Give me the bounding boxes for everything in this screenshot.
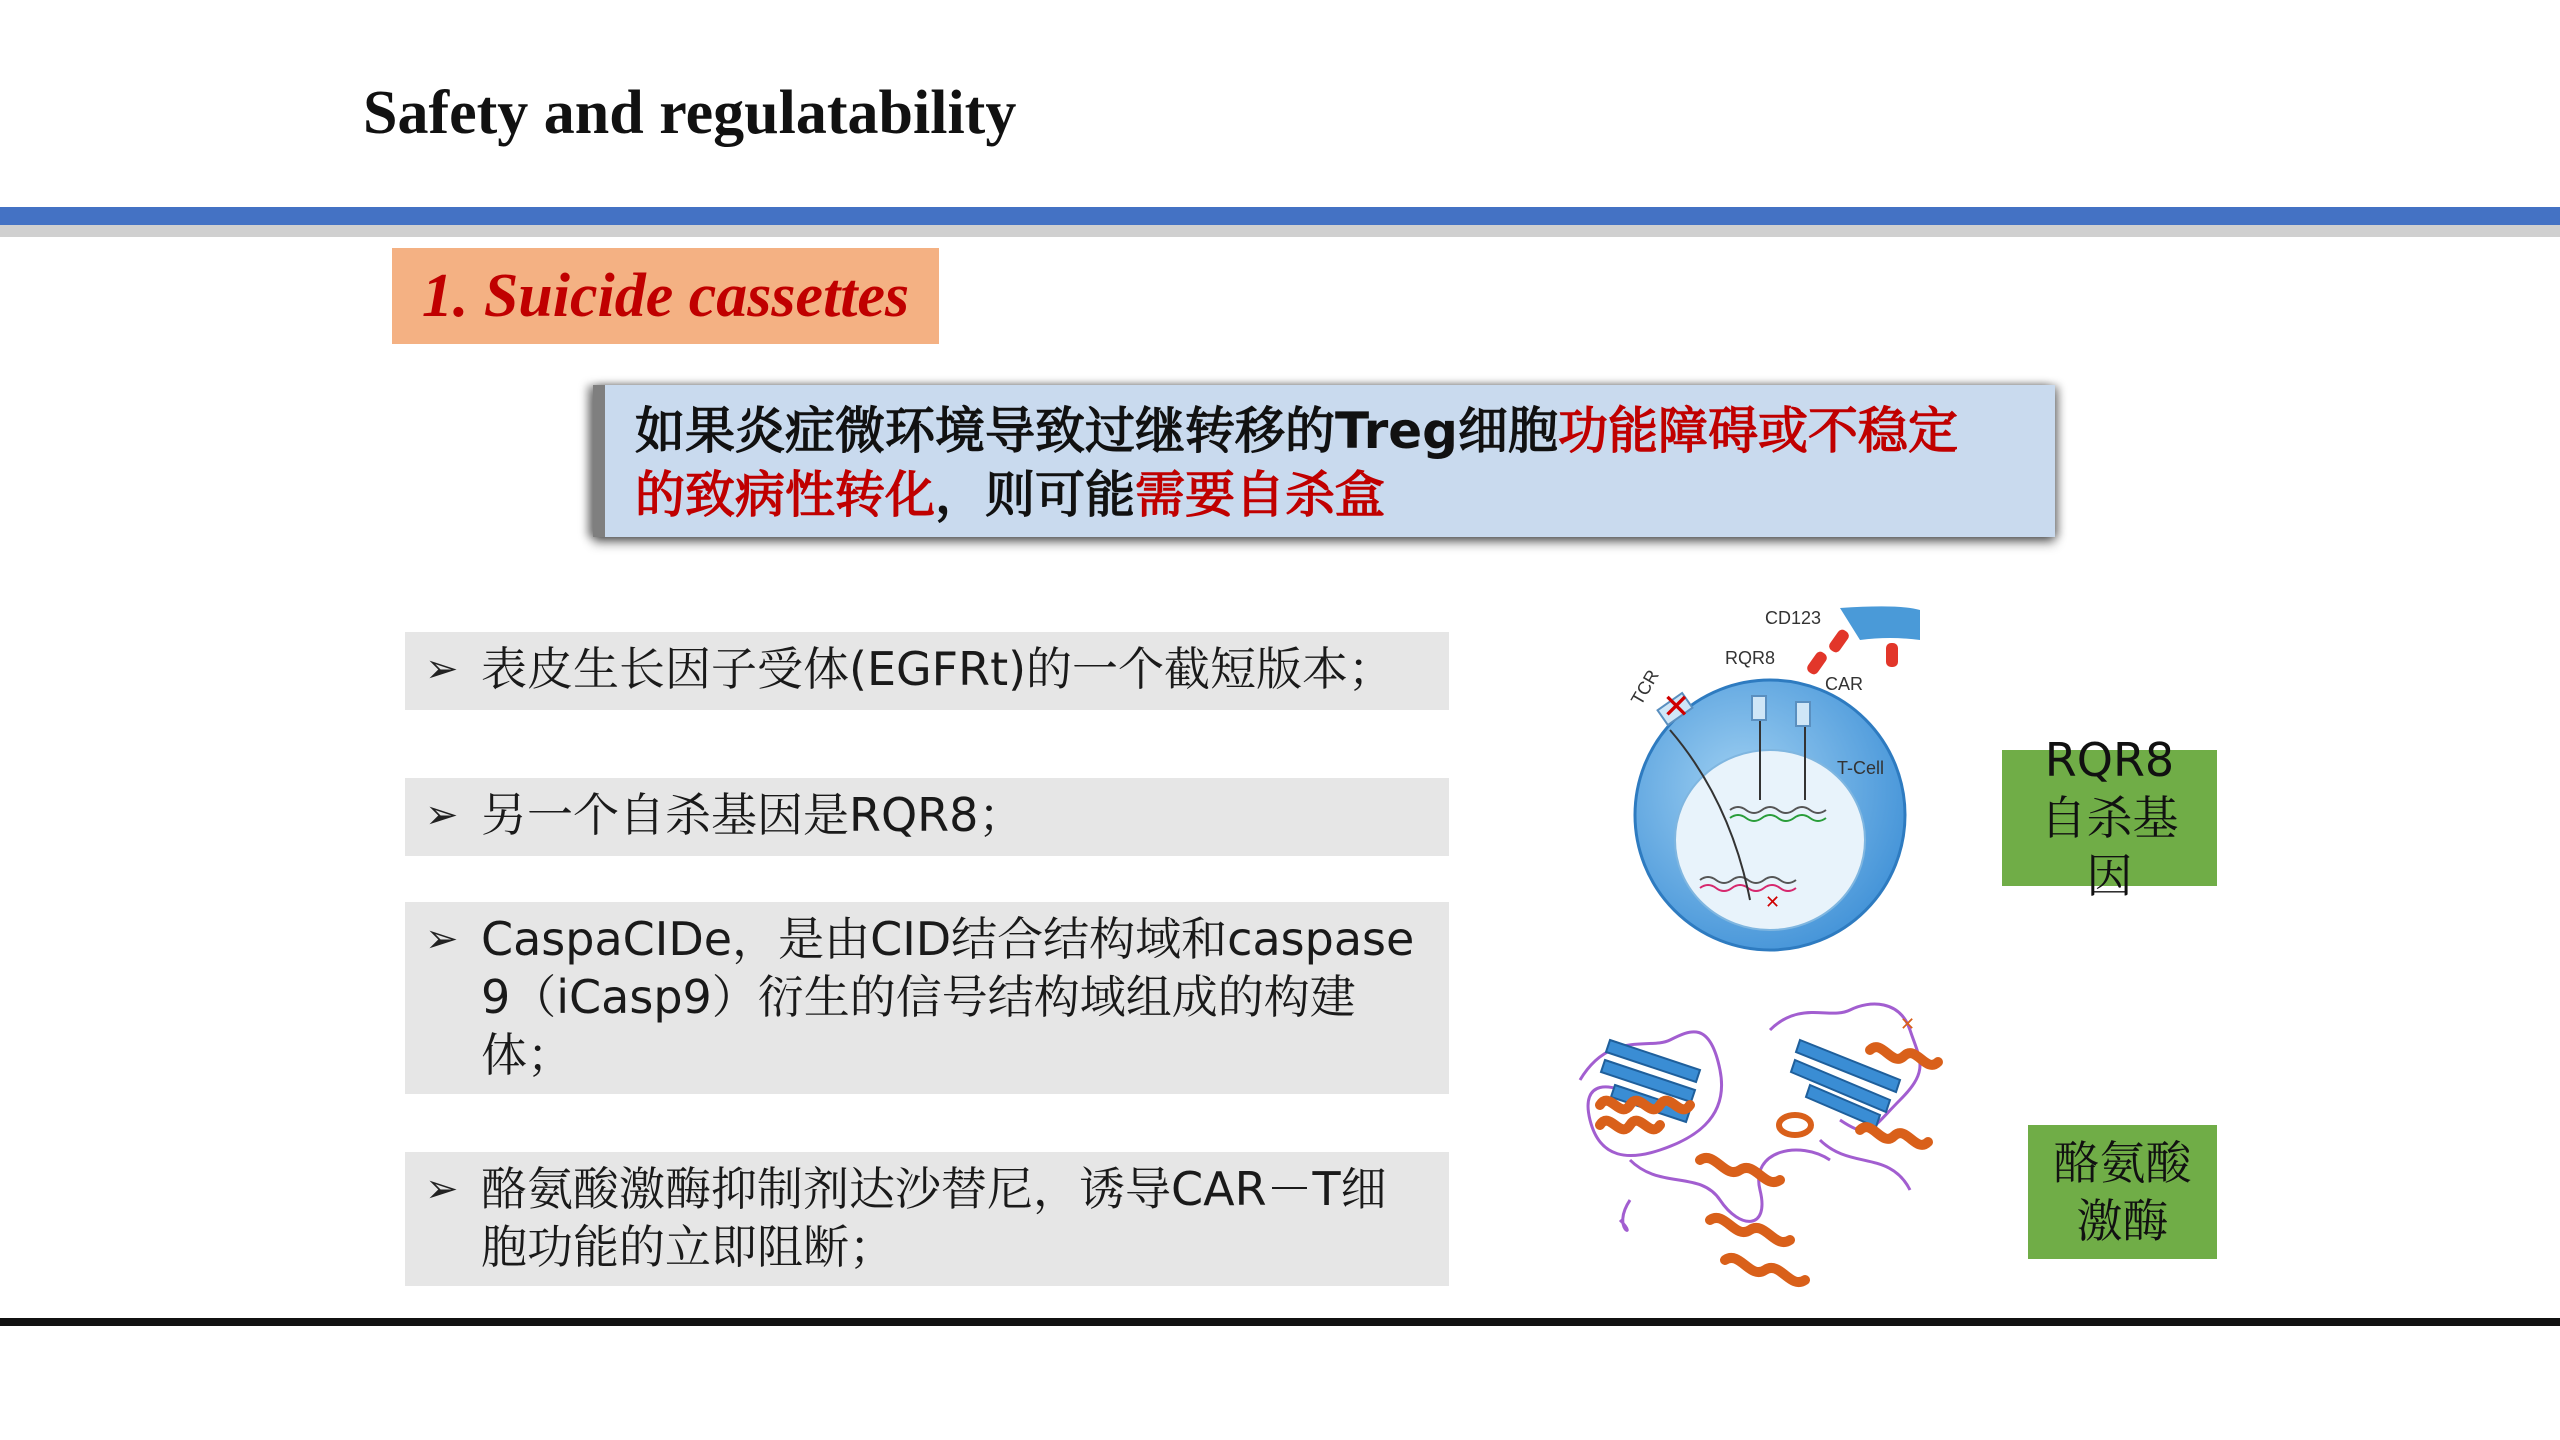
list-item — [405, 632, 1449, 710]
kinase-side-label — [2028, 1125, 2217, 1259]
list-item-text: 表皮生长因子受体(EGFRt)的一个截短版本； — [481, 642, 1395, 696]
car-label: CAR — [1825, 674, 1864, 694]
ligand-mark-icon: ✕ — [1900, 1014, 1916, 1034]
callout-highlight: 的致病性转化 — [635, 466, 935, 524]
beta-sheets — [1601, 1040, 1900, 1127]
list-item — [405, 1152, 1449, 1286]
rqr8-side-label-text: RQR8自杀基因 — [2040, 733, 2179, 903]
list-item-text: CaspaCIDe，是由CID结合结构域和caspase 9（iCasp9）衍生的信号结构域组成的构建体； — [481, 912, 1415, 1082]
callout-text: ，则可能 — [935, 466, 1135, 524]
list-item — [405, 778, 1449, 856]
t-cell-label: T-Cell — [1837, 758, 1885, 778]
t-cell-diagram — [1600, 600, 1940, 960]
cd123-label: CD123 — [1765, 608, 1822, 628]
tcr-label: TCR — [1627, 666, 1663, 709]
list-item-text: 酪氨酸激酶抑制剂达沙替尼，诱导CAR－T细胞功能的立即阻断； — [481, 1162, 1387, 1274]
section-tag-text: 1. Suicide cassettes — [421, 261, 910, 330]
rqr8-receptor — [1752, 696, 1766, 720]
callout-line-1 — [635, 399, 2055, 463]
car-receptor — [1796, 702, 1810, 726]
footer-divider — [0, 1318, 2560, 1326]
rqr8-side-label — [2002, 733, 2217, 903]
header-divider-grey — [0, 225, 2560, 237]
kinase-structure-image — [1570, 990, 2010, 1310]
arrow-bullet-icon: ➢ — [425, 792, 459, 838]
arrow-bullet-icon: ➢ — [425, 1166, 459, 1212]
tcr-knockout-icon: ✕ — [1662, 688, 1691, 726]
arrow-bullet-icon: ➢ — [425, 916, 459, 962]
list-item-text: 另一个自杀基因是RQR8； — [481, 788, 1025, 842]
section-tag — [392, 248, 939, 344]
callout-highlight: 需要自杀盒 — [1135, 466, 1385, 524]
list-item — [405, 902, 1449, 1094]
target-cell-shape — [1840, 606, 1920, 640]
knockout-mark-icon: ✕ — [1765, 892, 1781, 912]
header-divider-blue — [0, 207, 2560, 225]
callout-highlight: 功能障碍或不稳定 — [1557, 402, 1958, 460]
kinase-side-label-text: 酪氨酸激酶 — [2053, 1136, 2192, 1248]
arrow-bullet-icon: ➢ — [425, 646, 459, 692]
rqr8-label: RQR8 — [1725, 648, 1776, 668]
callout-line-2 — [635, 463, 2055, 527]
slide-title: Safety and regulatability — [363, 79, 1017, 147]
callout-box — [593, 385, 2055, 537]
callout-text: 如果炎症微环境导致过继转移的Treg细胞 — [635, 402, 1558, 460]
